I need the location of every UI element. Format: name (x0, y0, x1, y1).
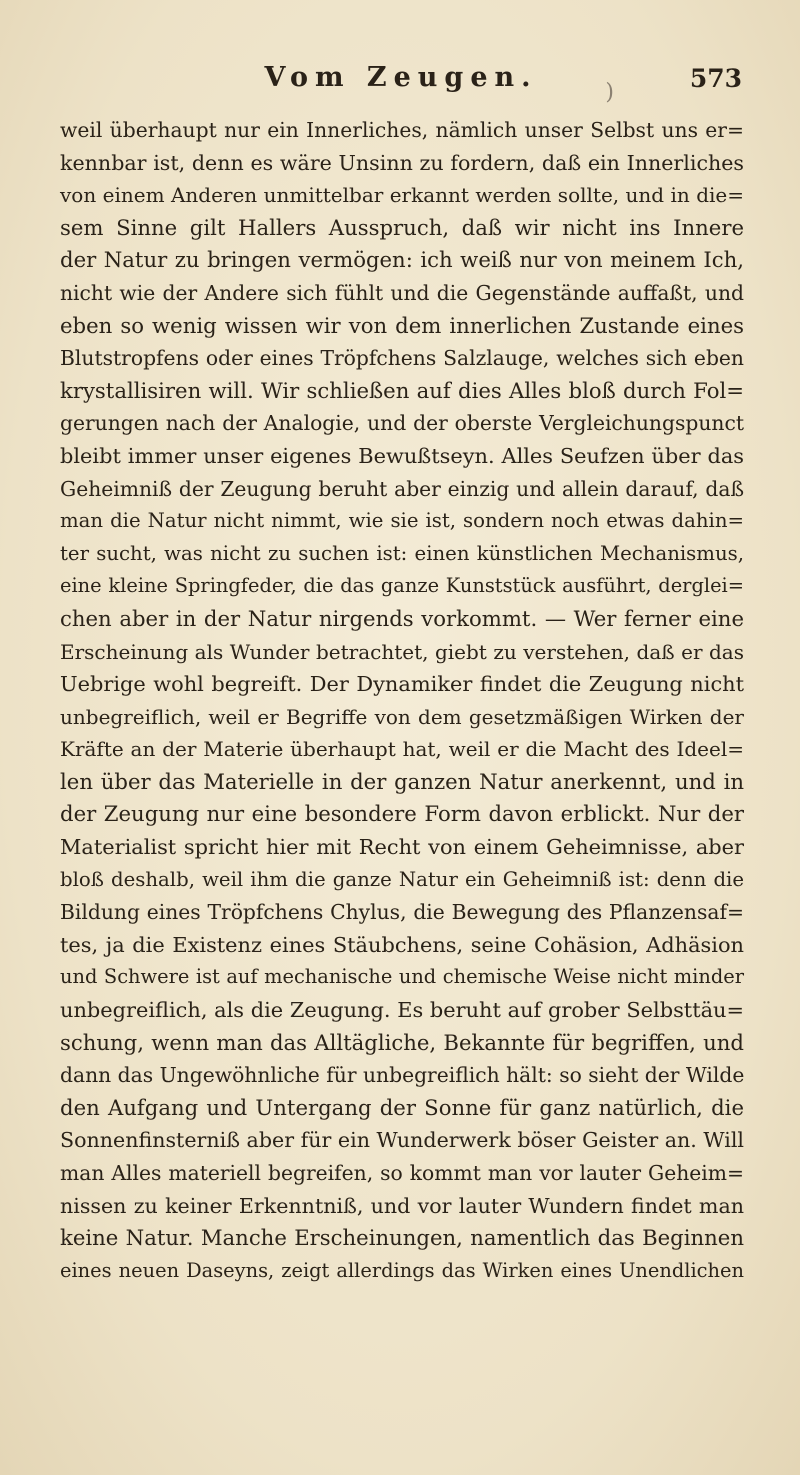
text-line: den Aufgang und Untergang der Sonne für ganz natürlich, die (60, 1094, 744, 1120)
stray-mark: ) (605, 80, 614, 105)
text-line: tes, ja die Existenz eines Stäubchens, seine Cohäsion, Adhäsion (60, 932, 744, 957)
text-line: keine Natur. Manche Erscheinungen, namentlich das Beginnen (60, 1225, 744, 1251)
text-line: man Alles materiell begreifen, so kommt man vor lauter Geheim= (60, 1161, 744, 1185)
text-line: und Schwere ist auf mechanische und chemische Weise nicht minder (60, 965, 744, 989)
text-line: man die Natur nicht nimmt, wie sie ist, sondern noch etwas dahin= (60, 509, 744, 533)
text-line: Sonnenfinsterniß aber für ein Wunderwerk böser Geister an. Will (60, 1128, 744, 1153)
text-line: von einem Anderen unmittelbar erkannt werden sollte, und in die= (60, 183, 744, 208)
text-line: Erscheinung als Wunder betrachtet, giebt zu verstehen, daß er das (60, 639, 744, 664)
text-line: nissen zu keiner Erkenntniß, und vor lauter Wundern findet man (60, 1193, 744, 1218)
text-line: len über das Materielle in der ganzen Natur anerkennt, und in (60, 768, 744, 794)
text-line: kennbar ist, denn es wäre Unsinn zu fordern, daß ein Innerliches (60, 150, 744, 175)
text-line: unbegreiflich, als die Zeugung. Es beruht auf grober Selbsttäu= (60, 998, 744, 1023)
text-line: ter sucht, was nicht zu suchen ist: einen künstlichen Mechanismus, (60, 541, 744, 565)
text-line: dann das Ungewöhnliche für unbegreiflich hält: so sieht der Wilde (60, 1063, 745, 1088)
text-line: weil überhaupt nur ein Innerliches, nämlich unser Selbst uns er= (60, 118, 744, 142)
text-line: der Zeugung nur eine besondere Form davon erblickt. Nur der (60, 801, 744, 827)
text-line: Bildung eines Tröpfchens Chylus, die Bewegung des Pflanzensaf= (60, 900, 744, 925)
running-head: Vom Zeugen. (264, 62, 538, 93)
page-number: 573 (689, 64, 742, 93)
text-line: Geheimniß der Zeugung beruht aber einzig und allein darauf, daß (60, 476, 744, 501)
text-line: nicht wie der Andere sich fühlt und die Gegenstände auffaßt, und (60, 280, 744, 305)
text-line: eben so wenig wissen wir von dem innerlichen Zustande eines (60, 312, 744, 338)
text-line: bleibt immer unser eigenes Bewußtseyn. Alles Seufzen über das (60, 443, 744, 468)
text-line: unbegreiflich, weil er Begriffe von dem gesetzmäßigen Wirken der (60, 704, 744, 729)
page-header (60, 62, 742, 105)
text-line: bloß deshalb, weil ihm die ganze Natur ein Geheimniß ist: denn die (60, 867, 744, 891)
text-line: krystallisiren will. Wir schließen auf dies Alles bloß durch Fol= (60, 377, 744, 403)
text-line: Uebrige wohl begreift. Der Dynamiker findet die Zeugung nicht (60, 672, 744, 697)
text-line: eines neuen Daseyns, zeigt allerdings das Wirken eines Unendlichen (60, 1258, 744, 1282)
text-line: der Natur zu bringen vermögen: ich weiß nur von meinem Ich, (60, 247, 744, 273)
text-line: schung, wenn man das Alltägliche, Bekannte für begriffen, und (60, 1029, 744, 1055)
body-text (60, 114, 744, 1287)
text-line: gerungen nach der Analogie, und der oberste Vergleichungspunct (60, 411, 744, 436)
text-line: chen aber in der Natur nirgends vorkommt. — Wer ferner eine (60, 605, 744, 631)
text-line: eine kleine Springfeder, die das ganze Kunststück ausführt, derglei= (60, 574, 744, 598)
text-line: Blutstropfens oder eines Tröpfchens Salzlauge, welches sich eben (60, 346, 744, 371)
text-line: sem Sinne gilt Hallers Ausspruch, daß wir nicht ins Innere (60, 214, 744, 240)
text-line: Kräfte an der Materie überhaupt hat, weil er die Macht des Ideel= (60, 737, 744, 762)
text-line: Materialist spricht hier mit Recht von einem Geheimnisse, aber (60, 835, 744, 860)
